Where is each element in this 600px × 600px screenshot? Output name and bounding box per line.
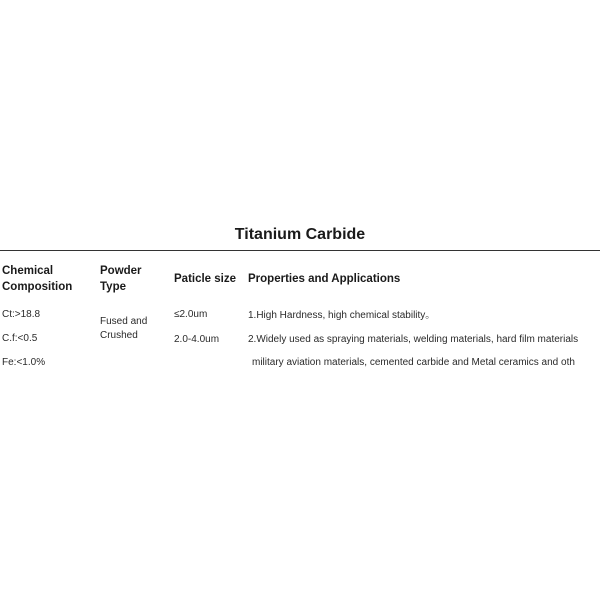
property-line-2: 2.Widely used as spraying materials, welding materials, hard film materials — [248, 334, 579, 345]
page-title: Titanium Carbide — [234, 226, 366, 243]
composition-fe: Fe:<1.0% — [2, 357, 46, 368]
property-line-1: 1.High Hardness, high chemical stability。 — [248, 310, 436, 321]
particle-size-1: ≤2.0um — [174, 309, 208, 320]
title-divider — [0, 250, 600, 251]
header-particle-size: Paticle size — [174, 273, 237, 285]
composition-ct: Ct:>18.8 — [2, 309, 41, 320]
powder-type-value: Fused and Crushed — [100, 316, 148, 341]
particle-size-2: 2.0-4.0um — [174, 334, 220, 345]
composition-cf: C.f:<0.5 — [2, 333, 38, 344]
property-line-3: military aviation materials, cemented carbide and Metal ceramics and oth — [252, 357, 575, 368]
header-properties-applications: Properties and Applications — [248, 273, 401, 285]
header-chemical-composition: Chemical Composition — [2, 265, 73, 293]
header-powder-type: Powder Type — [100, 265, 142, 293]
